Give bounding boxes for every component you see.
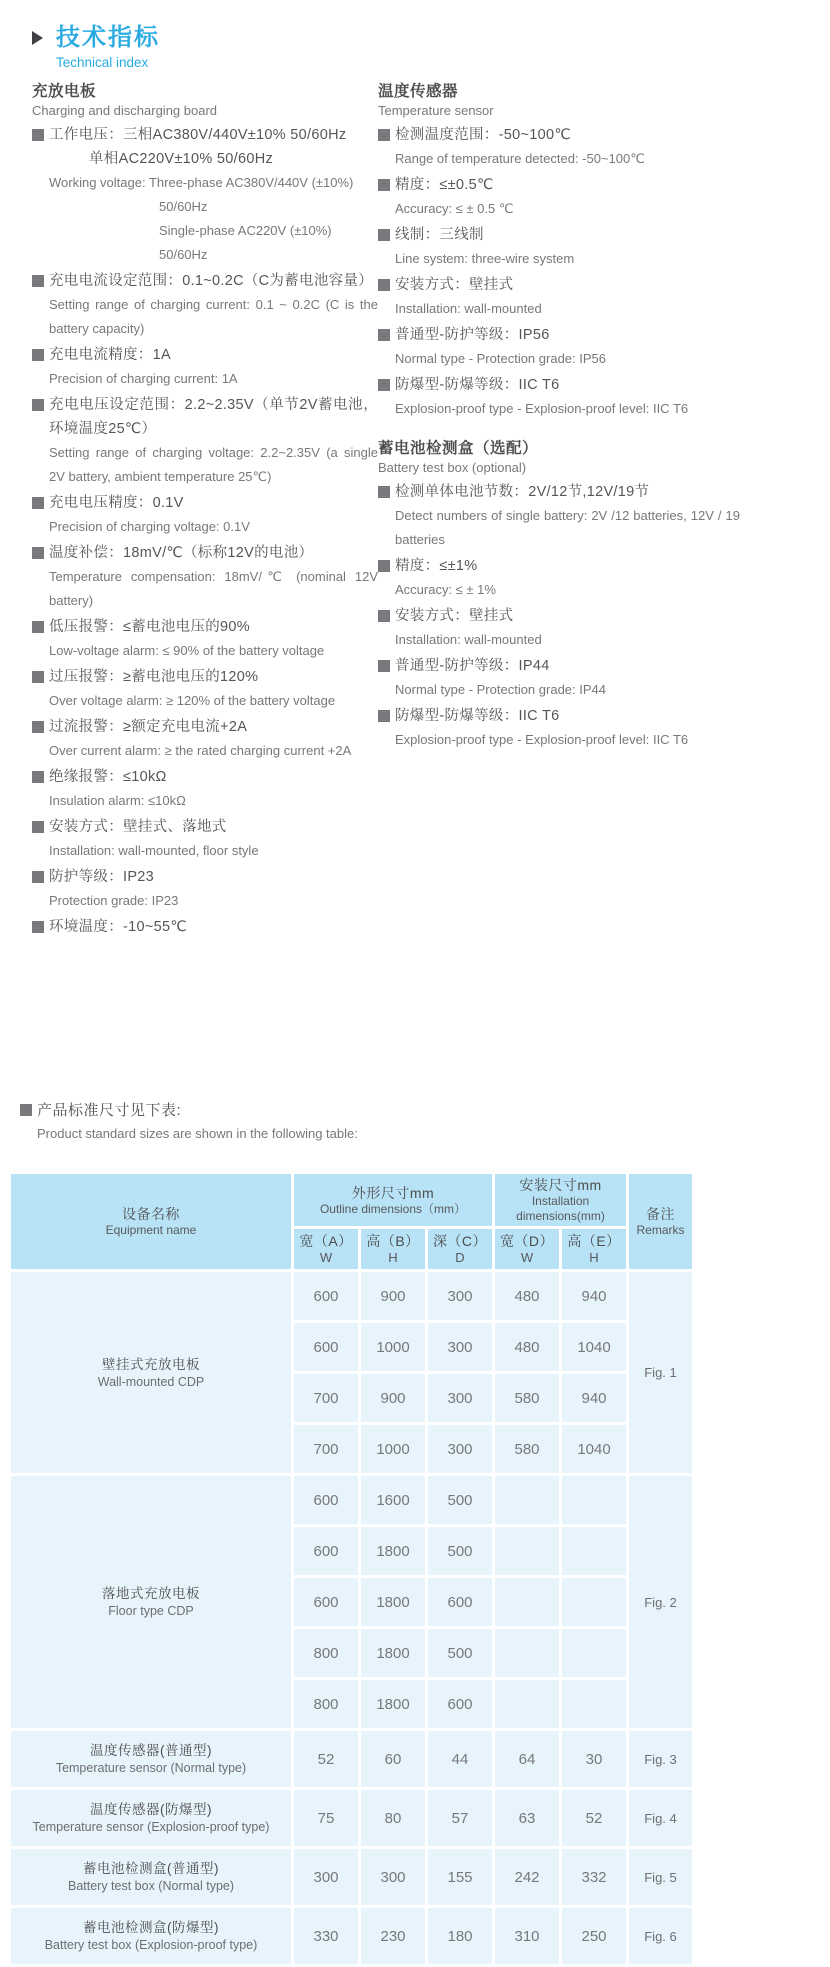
header-width-d: 宽（D） W: [495, 1229, 559, 1269]
spec-item: [378, 554, 740, 602]
header-installation-dimensions: [495, 1174, 626, 1226]
dimension-cell: 300: [428, 1272, 492, 1320]
dimension-cell: 600: [294, 1272, 358, 1320]
dimension-cell: 44: [428, 1731, 492, 1787]
equipment-name-cell: [11, 1272, 291, 1473]
square-bullet-icon: [32, 721, 44, 733]
square-bullet-icon: [32, 771, 44, 783]
equipment-name-zh: 蓄电池检测盒(防爆型): [83, 1920, 219, 1935]
spec-line-en: Line system: three-wire system: [395, 251, 575, 266]
spec-line-zh: 精度：≤±0.5℃: [395, 177, 494, 193]
remark-cell: Fig. 2: [629, 1476, 692, 1728]
spec-line-en: Temperature compensation: 18mV/℃ (nominal 12V battery): [49, 569, 378, 608]
table-row: [11, 1790, 692, 1846]
page-title: 技术指标: [56, 24, 160, 51]
spec-line-zh: 充电电压精度：0.1V: [49, 495, 184, 511]
section-heading-zh: 蓄电池检测盒（选配）: [378, 440, 539, 457]
dimension-cell: 600: [294, 1476, 358, 1524]
spec-item: [378, 223, 740, 271]
square-bullet-icon: [378, 710, 390, 722]
spec-item: [32, 815, 378, 863]
dimension-cell: 500: [428, 1527, 492, 1575]
dimension-cell: 332: [562, 1849, 626, 1905]
spec-item: [378, 323, 740, 371]
equipment-name-zh: 温度传感器(防爆型): [90, 1802, 212, 1817]
spec-line-en: Explosion-proof type - Explosion-proof level: IIC T6: [395, 401, 689, 416]
remark-cell: Fig. 6: [629, 1908, 692, 1964]
dimension-cell: 600: [428, 1578, 492, 1626]
square-bullet-icon: [32, 399, 44, 411]
dimension-cell: 700: [294, 1374, 358, 1422]
dimension-cell: 580: [495, 1374, 559, 1422]
spec-line-en: Accuracy: ≤ ± 1%: [395, 582, 496, 597]
dimension-cell: 300: [428, 1323, 492, 1371]
spec-line-en: Precision of charging voltage: 0.1V: [49, 519, 250, 534]
equipment-name-cell: [11, 1731, 291, 1787]
dimension-cell: 180: [428, 1908, 492, 1964]
table-header-row-groups: [11, 1174, 692, 1226]
dimension-cell: 500: [428, 1476, 492, 1524]
spec-line-en: Insulation alarm: ≤10kΩ: [49, 793, 186, 808]
dimension-cell: [562, 1527, 626, 1575]
spec-line-en: Detect numbers of single battery: 2V /12 batteries, 12V / 19 batteries: [395, 508, 740, 547]
section-arrow-icon: [32, 31, 43, 45]
spec-item: [32, 541, 378, 613]
dimension-cell: 600: [294, 1527, 358, 1575]
dimension-cell: 63: [495, 1790, 559, 1846]
spec-line-zh: 安装方式：壁挂式: [395, 277, 514, 293]
dimension-cell: [562, 1476, 626, 1524]
dimension-cell: [495, 1527, 559, 1575]
dimension-cell: 600: [294, 1578, 358, 1626]
dimension-cell: 300: [361, 1849, 425, 1905]
square-bullet-icon: [378, 660, 390, 672]
spec-item: [32, 343, 378, 391]
header-outline-zh: 外形尺寸mm: [351, 1184, 435, 1201]
dimension-cell: 300: [428, 1374, 492, 1422]
dimension-cell: 250: [562, 1908, 626, 1964]
equipment-name-en: Floor type CDP: [108, 1604, 194, 1618]
dimension-cell: 1600: [361, 1476, 425, 1524]
spec-line-zh: 安装方式：壁挂式: [395, 608, 514, 624]
header-height-b: 高（B） H: [361, 1229, 425, 1269]
header-depth-c: 深（C） D: [428, 1229, 492, 1269]
square-bullet-icon: [32, 821, 44, 833]
section-heading-en: Temperature sensor: [378, 103, 494, 118]
dimension-cell: [562, 1578, 626, 1626]
square-bullet-icon: [378, 560, 390, 572]
table-row: [11, 1272, 692, 1320]
spec-line-en: Explosion-proof type - Explosion-proof level: IIC T6: [395, 732, 689, 747]
spec-line-en: Normal type - Protection grade: IP56: [395, 351, 606, 366]
dimension-cell: 52: [294, 1731, 358, 1787]
header-install-en: Installation dimensions(mm): [516, 1194, 605, 1223]
equipment-name-cell: [11, 1908, 291, 1964]
dimension-cell: 64: [495, 1731, 559, 1787]
dimension-cell: [495, 1476, 559, 1524]
remark-cell: Fig. 4: [629, 1790, 692, 1846]
spec-item: [32, 393, 378, 489]
dimension-cell: 30: [562, 1731, 626, 1787]
spec-line-zh: 绝缘报警：≤10kΩ: [49, 769, 167, 785]
dimension-cell: 57: [428, 1790, 492, 1846]
spec-columns: [32, 82, 830, 939]
dimension-cell: 580: [495, 1425, 559, 1473]
spec-item: [378, 123, 740, 171]
dimension-cell: 1800: [361, 1527, 425, 1575]
dimension-cell: 800: [294, 1629, 358, 1677]
spec-column-left: [32, 82, 378, 939]
dimension-cell: 480: [495, 1272, 559, 1320]
spec-line-zh: 防爆型-防爆等级：IIC T6: [395, 708, 560, 724]
spec-item: [378, 373, 740, 421]
square-bullet-icon: [378, 279, 390, 291]
spec-line-zh: 充电电压设定范围：2.2~2.35V（单节2V蓄电池，环境温度25℃）: [49, 397, 378, 437]
dimension-cell: [495, 1629, 559, 1677]
spec-line-en: Precision of charging current: 1A: [49, 371, 238, 386]
spec-line-zh: 检测温度范围：-50~100℃: [395, 127, 571, 143]
table-row: [11, 1476, 692, 1524]
equipment-name-cell: [11, 1790, 291, 1846]
spec-line-en: Protection grade: IP23: [49, 893, 179, 908]
spec-line-zh: 充电电流设定范围：0.1~0.2C（C为蓄电池容量）: [49, 273, 374, 289]
header-equipment-name: [11, 1174, 291, 1269]
spec-line-en: Installation: wall-mounted: [395, 632, 542, 647]
spec-column-right: [378, 82, 740, 939]
section-heading-en: Charging and discharging board: [32, 103, 218, 118]
spec-line-en: 50/60Hz: [159, 199, 208, 214]
header-height-e: 高（E） H: [562, 1229, 626, 1269]
dimension-cell: 1000: [361, 1323, 425, 1371]
equipment-name-cell: [11, 1476, 291, 1728]
equipment-name-en: Wall-mounted CDP: [97, 1374, 205, 1389]
spec-item: [378, 480, 740, 552]
spec-item: [378, 273, 740, 321]
spec-line-zh: 防护等级：IP23: [49, 869, 155, 885]
section-battery-test-box: [378, 439, 740, 752]
spec-item: [378, 173, 740, 221]
dimension-cell: 1040: [562, 1323, 626, 1371]
spec-line-en: Range of temperature detected: -50~100℃: [395, 151, 645, 166]
dimension-cell: 310: [495, 1908, 559, 1964]
spec-item-list: [378, 480, 740, 752]
spec-line-zh: 环境温度：-10~55℃: [49, 919, 187, 935]
page-subtitle: Technical index: [56, 55, 149, 70]
page-title-row: [32, 24, 830, 52]
dimension-cell: 900: [361, 1272, 425, 1320]
square-bullet-icon: [378, 379, 390, 391]
spec-item: [32, 615, 378, 663]
square-bullet-icon: [20, 1104, 32, 1116]
dimension-cell: [495, 1578, 559, 1626]
dimension-cell: 300: [294, 1849, 358, 1905]
square-bullet-icon: [378, 610, 390, 622]
remark-cell: Fig. 5: [629, 1849, 692, 1905]
spec-line-zh: 普通型-防护等级：IP56: [395, 327, 550, 343]
square-bullet-icon: [32, 497, 44, 509]
spec-line-zh: 充电电流精度：1A: [49, 347, 171, 363]
dimension-cell: [562, 1629, 626, 1677]
spec-item: [378, 604, 740, 652]
dimension-cell: 600: [428, 1680, 492, 1728]
spec-item: [32, 715, 378, 763]
square-bullet-icon: [378, 179, 390, 191]
spec-line-en: Over voltage alarm: ≥ 120% of the battery voltage: [49, 693, 336, 708]
remark-cell: Fig. 3: [629, 1731, 692, 1787]
spec-line-zh: 工作电压：三相AC380V/440V±10% 50/60Hz: [49, 127, 347, 143]
table-row: [11, 1908, 692, 1964]
spec-item: [378, 654, 740, 702]
square-bullet-icon: [378, 486, 390, 498]
square-bullet-icon: [378, 229, 390, 241]
square-bullet-icon: [378, 329, 390, 341]
dimension-cell: 52: [562, 1790, 626, 1846]
header-remarks: [629, 1174, 692, 1269]
header-remarks-en: Remarks: [636, 1223, 685, 1237]
square-bullet-icon: [32, 871, 44, 883]
equipment-name-en: Temperature sensor (Normal type): [55, 1761, 247, 1775]
spec-line-en: Accuracy: ≤ ± 0.5 ℃: [395, 201, 514, 216]
spec-line-zh: 低压报警：≤蓄电池电压的90%: [49, 619, 250, 635]
square-bullet-icon: [378, 129, 390, 141]
spec-line-zh: 精度：≤±1%: [395, 558, 478, 574]
section-temperature-sensor: [378, 82, 740, 421]
spec-item: [32, 765, 378, 813]
spec-line-zh: 线制：三线制: [395, 227, 484, 243]
spec-line-en: Normal type - Protection grade: IP44: [395, 682, 606, 697]
header-equipment-zh: 设备名称: [122, 1206, 180, 1222]
dimension-cell: 330: [294, 1908, 358, 1964]
dimension-cell: [495, 1680, 559, 1728]
equipment-name-en: Battery test box (Normal type): [67, 1879, 235, 1893]
spec-item-list: [32, 123, 378, 939]
dimension-cell: 60: [361, 1731, 425, 1787]
dimension-cell: 1800: [361, 1578, 425, 1626]
table-note-en: Product standard sizes are shown in the following table:: [37, 1126, 358, 1141]
equipment-name-zh: 蓄电池检测盒(普通型): [83, 1861, 219, 1876]
dimension-cell: 940: [562, 1272, 626, 1320]
spec-line-zh: 普通型-防护等级：IP44: [395, 658, 550, 674]
square-bullet-icon: [32, 621, 44, 633]
equipment-name-cell: [11, 1849, 291, 1905]
square-bullet-icon: [32, 275, 44, 287]
square-bullet-icon: [32, 349, 44, 361]
spec-item: [32, 665, 378, 713]
dimension-cell: 1040: [562, 1425, 626, 1473]
equipment-name-zh: 落地式充放电板: [102, 1586, 200, 1601]
dimension-cell: 800: [294, 1680, 358, 1728]
spec-item: [32, 123, 378, 267]
spec-line-zh: 检测单体电池节数：2V/12节,12V/19节: [395, 484, 650, 500]
spec-line-en: Installation: wall-mounted: [395, 301, 542, 316]
dimension-cell: 230: [361, 1908, 425, 1964]
header-outline-dimensions: [294, 1174, 492, 1226]
spec-item-list: [378, 123, 740, 421]
table-row: [11, 1731, 692, 1787]
spec-item: [32, 491, 378, 539]
equipment-name-en: Battery test box (Explosion-proof type): [44, 1938, 258, 1952]
equipment-name-zh: 温度传感器(普通型): [90, 1743, 212, 1758]
size-table-body: [11, 1272, 692, 1964]
dimension-cell: 75: [294, 1790, 358, 1846]
section-heading-en: Battery test box (optional): [378, 460, 527, 475]
spec-item: [32, 269, 378, 341]
spec-item: [378, 704, 740, 752]
dimension-cell: 1800: [361, 1680, 425, 1728]
section-heading-zh: 温度传感器: [378, 83, 459, 100]
spec-line-zh: 防爆型-防爆等级：IIC T6: [395, 377, 560, 393]
section-heading-zh: 充放电板: [32, 83, 97, 100]
dimension-cell: 500: [428, 1629, 492, 1677]
spec-line-zh: 安装方式：壁挂式、落地式: [49, 819, 227, 835]
spec-line-en: Setting range of charging voltage: 2.2~2.35V (a single 2V battery, ambient temperature 25℃): [49, 445, 378, 484]
dimension-cell: 300: [428, 1425, 492, 1473]
header-remarks-zh: 备注: [646, 1206, 675, 1222]
dimension-cell: 155: [428, 1849, 492, 1905]
table-note-zh: 产品标准尺寸见下表:: [37, 1102, 182, 1119]
spec-item: [32, 915, 378, 939]
dimension-cell: 940: [562, 1374, 626, 1422]
square-bullet-icon: [32, 671, 44, 683]
dimension-cell: 900: [361, 1374, 425, 1422]
spec-line-en: Installation: wall-mounted, floor style: [49, 843, 259, 858]
dimension-cell: [562, 1680, 626, 1728]
table-row: [11, 1849, 692, 1905]
dimension-cell: 1000: [361, 1425, 425, 1473]
square-bullet-icon: [32, 129, 44, 141]
dimension-cell: 1800: [361, 1629, 425, 1677]
product-size-table: [8, 1171, 695, 1967]
spec-line-zh: 过流报警：≥额定充电电流+2A: [49, 719, 248, 735]
spec-item: [32, 865, 378, 913]
dimension-cell: 242: [495, 1849, 559, 1905]
table-note: [20, 1099, 830, 1145]
equipment-name-en: Temperature sensor (Explosion-proof type): [32, 1820, 270, 1834]
square-bullet-icon: [32, 921, 44, 933]
square-bullet-icon: [32, 547, 44, 559]
section-charging-board: [32, 82, 378, 939]
spec-line-zh: 过压报警：≥蓄电池电压的120%: [49, 669, 259, 685]
spec-line-en: Working voltage: Three-phase AC380V/440V (±10%): [49, 175, 354, 190]
equipment-name-zh: 壁挂式充放电板: [102, 1356, 200, 1372]
spec-line-zh-cont: 单相AC220V±10% 50/60Hz: [89, 151, 274, 167]
spec-line-en: Setting range of charging current: 0.1 ~ 0.2C (C is the battery capacity): [49, 297, 378, 336]
spec-line-zh: 温度补偿：18mV/℃（标称12V的电池）: [49, 545, 314, 561]
spec-line-en: Single-phase AC220V (±10%) 50/60Hz: [159, 223, 332, 262]
dimension-cell: 480: [495, 1323, 559, 1371]
spec-line-en: Low-voltage alarm: ≤ 90% of the battery voltage: [49, 643, 325, 658]
dimension-cell: 600: [294, 1323, 358, 1371]
header-width-a: 宽（A） W: [294, 1229, 358, 1269]
dimension-cell: 80: [361, 1790, 425, 1846]
spec-line-en: Over current alarm: ≥ the rated charging current +2A: [49, 743, 352, 758]
dimension-cell: 700: [294, 1425, 358, 1473]
remark-cell: Fig. 1: [629, 1272, 692, 1473]
header-install-zh: 安装尺寸mm: [519, 1177, 602, 1193]
header-outline-en: Outline dimensions（mm）: [319, 1201, 467, 1216]
header-equipment-en: Equipment name: [105, 1223, 197, 1237]
